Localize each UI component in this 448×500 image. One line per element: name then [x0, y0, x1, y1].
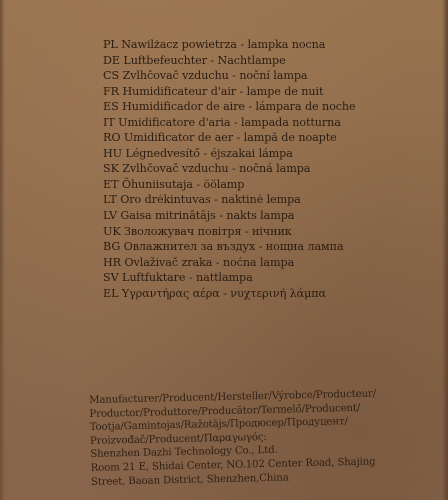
- translation-cs: CS Zvlhčovač vzduchu - noční lampa: [103, 69, 308, 83]
- translation-es: ES Humidificador de aire - lámpara de noche: [103, 100, 356, 114]
- translation-el: EL Υγραντήρας αέρα - νυχτερινή λάμπα: [103, 286, 326, 300]
- translation-pl: PL Nawilżacz powietrza - lampka nocna: [103, 38, 326, 51]
- manufacturer-block: [89, 387, 378, 489]
- translation-lv: LV Gaisa mitrinātājs - nakts lampa: [103, 209, 295, 223]
- translation-de: DE Luftbefeuchter - Nachtlampe: [103, 53, 286, 67]
- manufacturer-label-line: Productor/Produttore/Producător/Termelő/Producent/: [89, 402, 361, 420]
- translation-bg: BG Овлажнител за въздух - нощна лампа: [103, 240, 344, 254]
- translation-fr: FR Humidificateur d'air - lampe de nuit: [103, 84, 324, 98]
- translation-hu: HU Légnedvesítő - éjszakai lámpa: [103, 146, 293, 160]
- translation-sk: SK Zvlhčovač vzduchu - nočná lampa: [103, 162, 311, 176]
- card-right-edge: [442, 0, 448, 500]
- company-name: Shenzhen Dazhi Technology Co., Ltd.: [90, 445, 278, 461]
- company-address-line: Street, Baoan District, Shenzhen,China: [90, 472, 289, 488]
- product-name-translations: [103, 37, 356, 301]
- company-address-line: Room 21 E, Shidai Center, NO.102 Center Road, Shajing: [90, 456, 376, 474]
- translation-uk: UK Зволожувач повітря - нічник: [103, 224, 292, 238]
- manufacturer-label-line: Manufacturer/Producent/Hersteller/Výrobce/Producteur/: [89, 388, 377, 406]
- translation-sv: SV Luftfuktare - nattlampa: [103, 271, 253, 285]
- translation-ro: RO Umidificator de aer - lampă de noapte: [103, 131, 337, 145]
- translation-et: ET Õhuniisutaja - öölamp: [103, 177, 245, 191]
- manufacturer-label-line: Tootja/Gamintojas/Ražotājs/Продюсер/Продуцент/: [89, 416, 348, 434]
- manufacturer-label-line: Proizvođač/Producent/Παραγωγός:: [89, 431, 267, 447]
- translation-lt: LT Oro drėkintuvas - naktinė lempa: [103, 193, 301, 207]
- translation-it: IT Umidificatore d'aria - lampada notturna: [103, 115, 341, 129]
- card-left-edge: [0, 0, 5, 500]
- translation-hr: HR Ovlaživač zraka - noćna lampa: [103, 255, 295, 269]
